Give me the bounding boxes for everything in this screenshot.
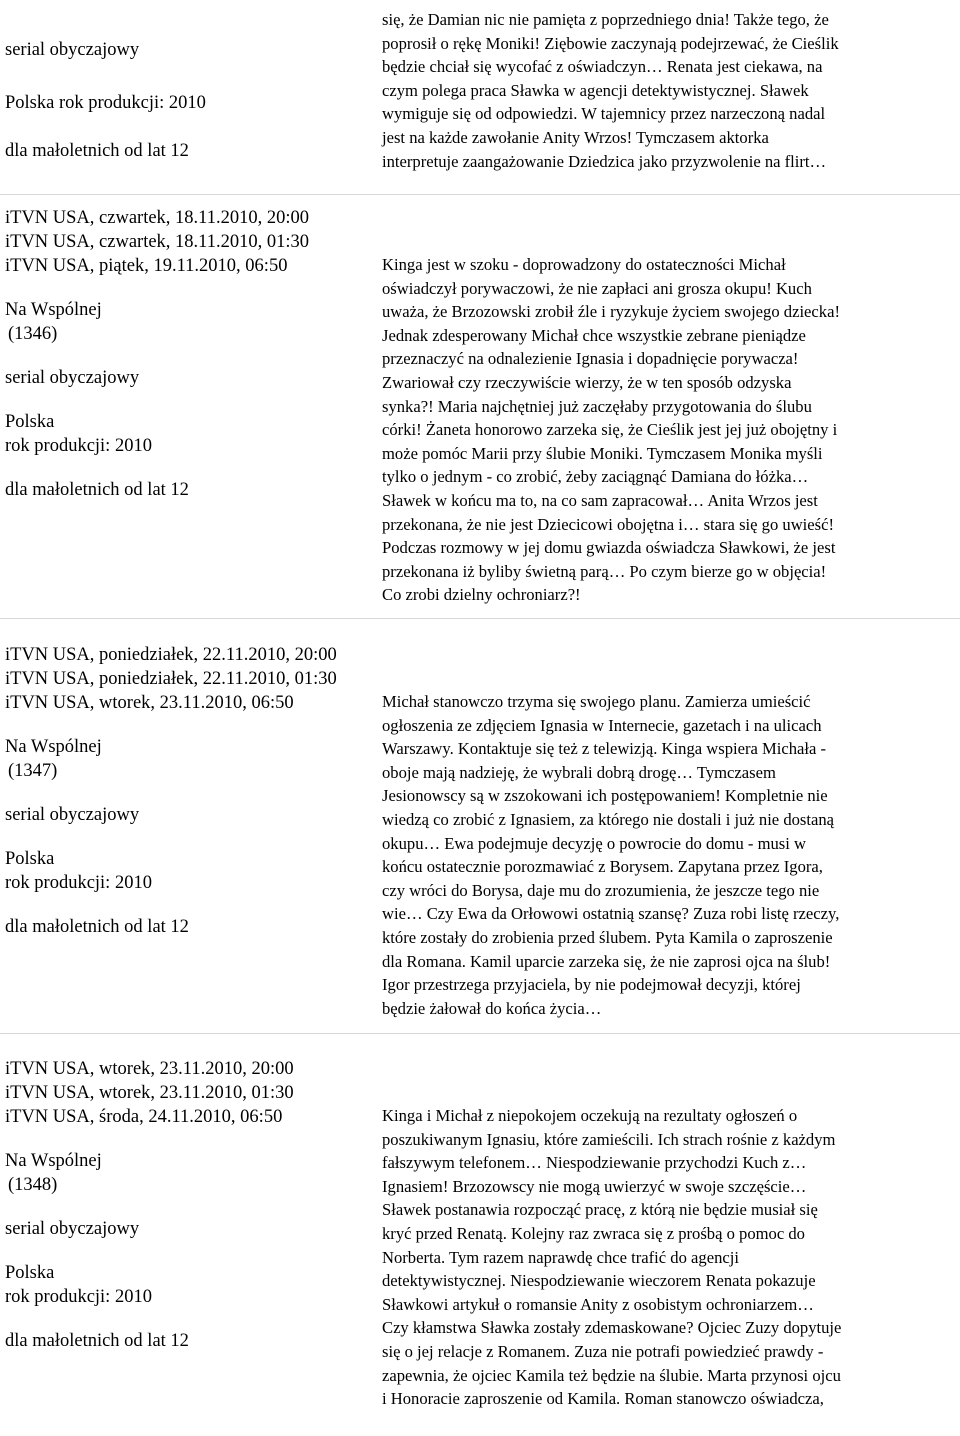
desc-line: jest na każde zawołanie Anity Wrzos! Tymczasem aktorka (382, 127, 769, 147)
desc-line: wie… Czy Ewa da Orłowowi ostatnią szansę? Zuza robi listę rzeczy, (382, 904, 840, 924)
desc-line: które zostały do zrobienia przed ślubem. Pyta Kamila o zaproszenie (382, 927, 833, 947)
desc-line: się o jej relacje z Romanem. Zuza nie potrafi powiedzieć prawdy - (382, 1341, 824, 1361)
genre: serial obyczajowy (5, 368, 140, 388)
desc-line: będzie chciał się wycofać z oświadczyn… Renata jest ciekawa, na (382, 57, 823, 77)
desc-line: Sławek w końcu ma to, na co sam zapracował… Anita Wrzos jest (382, 490, 818, 510)
desc-line: detektywistycznej. Niespodziewanie wieczorem Renata pokazuje (382, 1271, 816, 1291)
age-rating: dla małoletnich od lat 12 (5, 480, 189, 500)
airing: iTVN USA, wtorek, 23.11.2010, 06:50 (5, 693, 294, 713)
desc-line: przeznaczyć na odnalezienie Ignasia i dopadnięcie porywacza! (382, 349, 799, 369)
desc-line: Jesionowscy są w zszokowani ich postępowaniem! Kompletnie nie (382, 786, 828, 806)
desc-line: Kinga jest w szoku - doprowadzony do ostateczności Michał (382, 255, 786, 274)
desc-line: Michał stanowczo trzyma się swojego planu. Zamierza umieścić (382, 692, 811, 711)
age-rating: dla małoletnich od lat 12 (5, 1331, 189, 1351)
desc-line: Norberta. Tym razem naprawdę chce trafić do agencji (382, 1247, 739, 1267)
divider (0, 1033, 960, 1034)
episode-title: Na Wspólnej (5, 300, 102, 320)
desc-line: będzie żałował do końca życia… (382, 998, 602, 1018)
genre: serial obyczajowy (5, 805, 140, 825)
desc-line: końcu ostatecznie porozmawiać z Borysem. Zapytana przez Igora, (382, 857, 823, 877)
desc-line: Podczas rozmowy w jej domu gwiazda oświadcza Sławkowi, że jest (382, 538, 836, 558)
desc-line: wymiguje się od odpowiedzi. W tajemnicy przez narzeczoną nadal (382, 104, 826, 124)
airing: iTVN USA, wtorek, 23.11.2010, 01:30 (5, 1083, 294, 1103)
country-year: Polska rok produkcji: 2010 (5, 93, 206, 113)
episode-info (5, 643, 365, 939)
desc-line: ogłoszenia ze zdjęciem Ignasia w Internecie, gazetach i na ulicach (382, 715, 822, 735)
age-rating: dla małoletnich od lat 12 (5, 917, 189, 937)
desc-line: oboje mają nadzieję, że wybrali dobrą drogę… Tymczasem (382, 762, 776, 782)
divider (0, 194, 960, 195)
desc-line: przekonana, że nie jest Dziecicowi obojętna i… stara się go uwieść! (382, 514, 835, 534)
desc-line: czy wróci do Borysa, daje mu do zrozumienia, że jeszcze tego nie (382, 880, 820, 900)
desc-line: córki! Żaneta honorowo zarzeka się, że Cieślik jest jej już obojętny i (382, 420, 838, 440)
airing: iTVN USA, czwartek, 18.11.2010, 01:30 (5, 232, 310, 252)
airing: iTVN USA, wtorek, 23.11.2010, 20:00 (5, 1059, 294, 1079)
top-description (382, 8, 956, 173)
genre: serial obyczajowy (5, 40, 140, 60)
desc-line: Kinga i Michał z niepokojem oczekują na rezultaty ogłoszeń o (382, 1106, 798, 1125)
desc-line: fałszywym telefonem… Niespodziewanie przychodzi Kuch z… (382, 1153, 807, 1173)
episode-description (382, 1104, 956, 1411)
episode-description (382, 690, 956, 1020)
desc-line: synka?! Maria najchętniej już zaczęłaby przygotowania do ślubu (382, 396, 812, 416)
episode-title: Na Wspólnej (5, 1151, 102, 1171)
desc-line: Co zrobi dzielny ochroniarz?! (382, 585, 581, 605)
desc-line: i Honoracie zaproszenie od Kamila. Roman stanowczo oświadcza, (382, 1389, 824, 1409)
episode-description (382, 253, 956, 607)
country: Polska (5, 849, 55, 869)
desc-line: przekonana iż byliby świetną parą… Po czym bierze go w objęcia! (382, 561, 827, 581)
desc-line: oświadczył porywaczowi, że nie zapłaci ani grosza okupu! Kuch (382, 278, 812, 298)
desc-line: uważa, że Brzozowski zrobił źle i ryzykuje życiem swojego dziecka! (382, 302, 840, 322)
airing: iTVN USA, czwartek, 18.11.2010, 20:00 (5, 208, 310, 228)
desc-line: może pomóc Marii przy ślubie Moniki. Tymczasem Monika myśli (382, 443, 823, 463)
desc-line: kryć przed Renatą. Kolejny raz zwraca się z prośbą o pomoc do (382, 1223, 805, 1243)
episode-title: Na Wspólnej (5, 737, 102, 757)
desc-line: się, że Damian nic nie pamięta z poprzedniego dnia! Także tego, że (382, 10, 829, 29)
episode-number: (1346) (8, 324, 58, 344)
episode-info (5, 1057, 365, 1353)
desc-line: zapewnia, że ojciec Kamila też będzie na ślubie. Marta przynosi ojcu (382, 1365, 841, 1385)
episode-number: (1348) (8, 1175, 58, 1195)
production-year: rok produkcji: 2010 (5, 1287, 152, 1307)
desc-line: Czy kłamstwa Sławka zostały zdemaskowane? Ojciec Zuzy dopytuje (382, 1318, 842, 1338)
airing: iTVN USA, środa, 24.11.2010, 06:50 (5, 1107, 283, 1127)
top-left-info (5, 38, 365, 163)
airing: iTVN USA, piątek, 19.11.2010, 06:50 (5, 256, 288, 276)
desc-line: czym polega praca Sławka w agencji detektywistycznej. Sławek (382, 80, 809, 100)
divider (0, 618, 960, 619)
episode-number: (1347) (8, 761, 58, 781)
desc-line: poszukiwanym Ignasiu, które zamieścili. Ich strach rośnie z każdym (382, 1129, 836, 1149)
country: Polska (5, 1263, 55, 1283)
desc-line: interpretuje zaangażowanie Dziedzica jako przyzwolenie na flirt… (382, 151, 827, 171)
genre: serial obyczajowy (5, 1219, 140, 1239)
airing: iTVN USA, poniedziałek, 22.11.2010, 01:30 (5, 669, 337, 689)
desc-line: tylko o jednym - co zrobić, żeby zaciągnąć Damiana do łóżka… (382, 467, 809, 487)
desc-line: Jednak zdesperowany Michał chce wszystkie zebrane pieniądze (382, 325, 806, 345)
desc-line: okupu… Ewa podejmuje decyzję o powrocie do domu - musi w (382, 833, 806, 853)
desc-line: Sławek postanawia rozpocząć pracę, z którą nie będzie musiał się (382, 1200, 818, 1220)
desc-line: Ignasiem! Brzozowscy nie mogą uwierzyć w swoje szczęście… (382, 1176, 807, 1196)
episode-info (5, 206, 365, 502)
desc-line: dla Romana. Kamil uparcie zarzeka się, że nie zaprosi ojca na ślub! (382, 951, 831, 971)
production-year: rok produkcji: 2010 (5, 873, 152, 893)
airing: iTVN USA, poniedziałek, 22.11.2010, 20:00 (5, 645, 337, 665)
desc-line: Warszawy. Kontaktuje się też z telewizją. Kinga wspiera Michała - (382, 739, 827, 759)
desc-line: poprosił o rękę Moniki! Ziębowie zaczynają podejrzewać, że Cieślik (382, 33, 839, 53)
desc-line: Zwariował czy rzeczywiście wierzy, że w ten sposób odzyska (382, 372, 792, 392)
age-rating: dla małoletnich od lat 12 (5, 141, 189, 161)
desc-line: Sławkowi artykuł o romansie Anity z osobistym ochroniarzem… (382, 1294, 814, 1314)
desc-line: Igor przestrzega przyjaciela, by nie podejmował decyzji, której (382, 975, 801, 995)
country: Polska (5, 412, 55, 432)
desc-line: wiedzą co zrobić z Ignasiem, za którego nie dostali i już nie dostaną (382, 809, 835, 829)
production-year: rok produkcji: 2010 (5, 436, 152, 456)
